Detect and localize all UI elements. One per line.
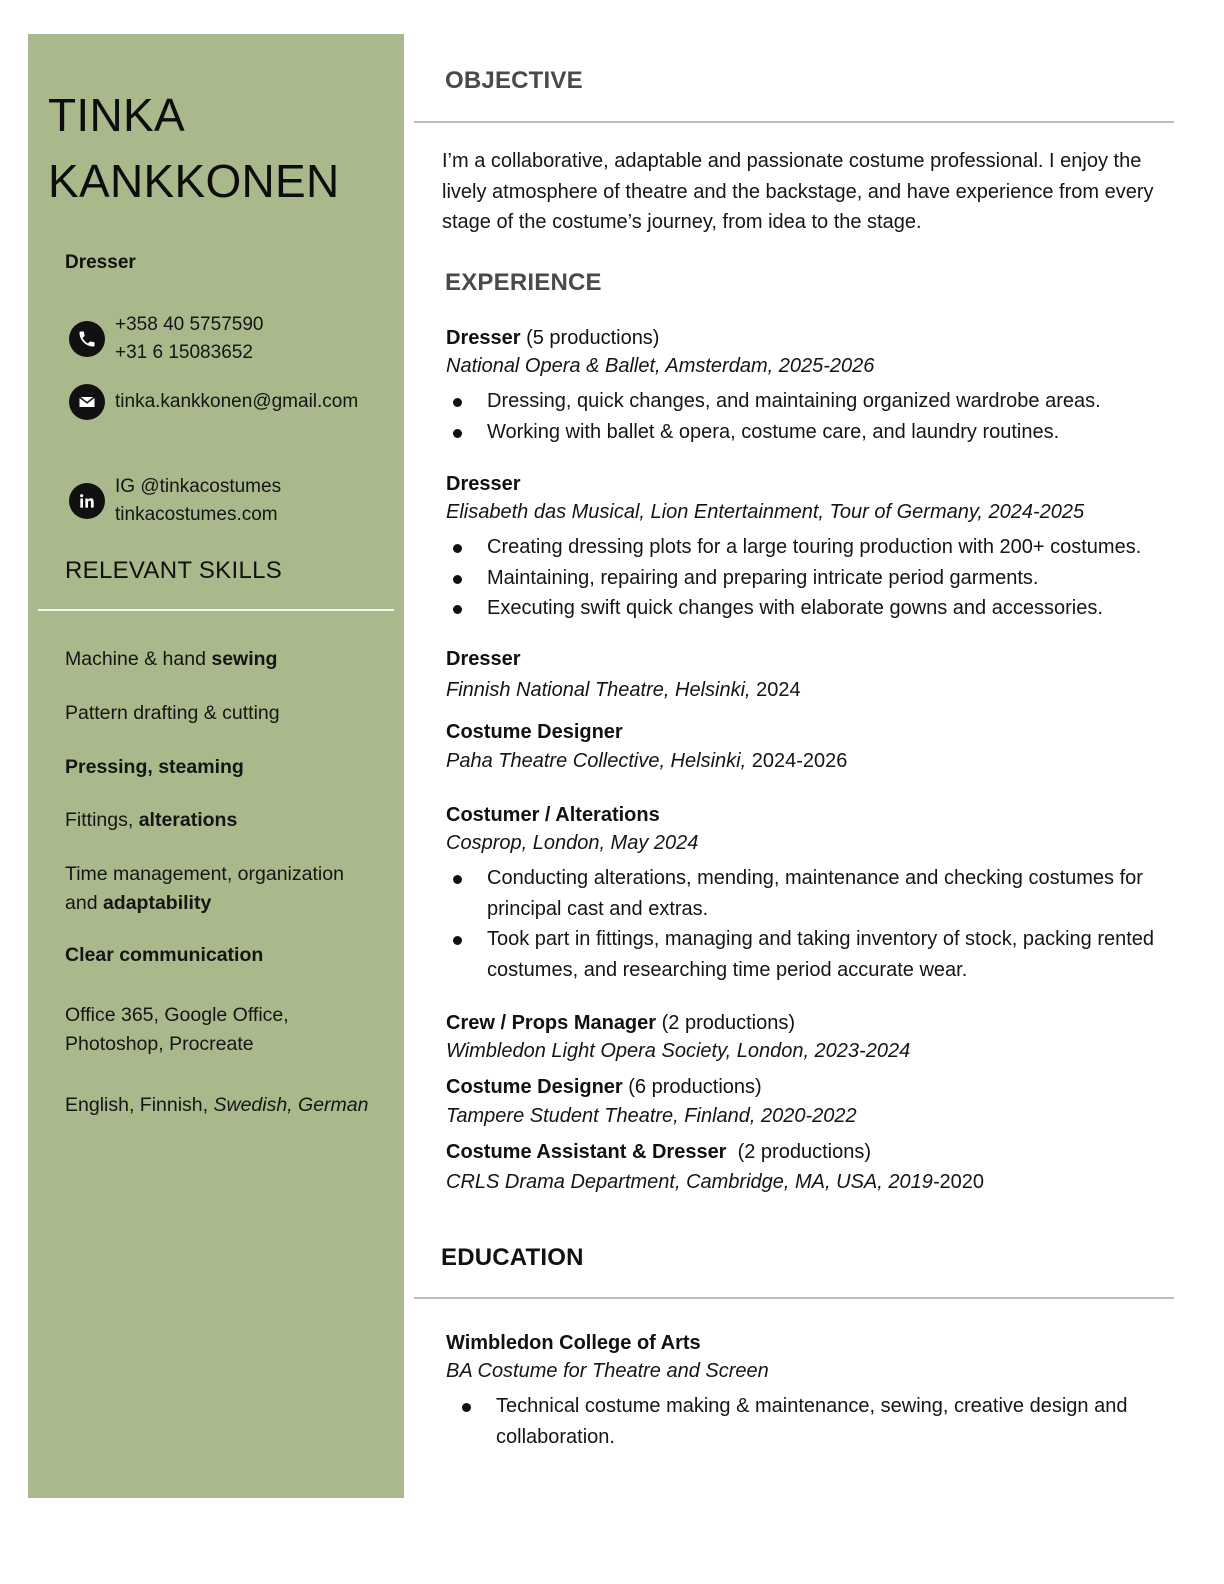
job-bullet: Executing swift quick changes with elaborate gowns and accessories. bbox=[446, 593, 1176, 624]
education-bullet: Technical costume making & maintenance, sewing, creative design and collaboration. bbox=[455, 1391, 1176, 1452]
experience-entry bbox=[446, 718, 1176, 775]
job-title: Dresser bbox=[446, 327, 521, 349]
degree-name: BA Costume for Theatre and Screen bbox=[446, 1360, 769, 1382]
job-organization: National Opera & Ballet, Amsterdam, 2025-2026 bbox=[446, 355, 875, 377]
job-note: (6 productions) bbox=[622, 1076, 762, 1098]
email-link[interactable]: tinka.kankkonen@gmail.com bbox=[115, 391, 359, 412]
job-title: Costume Designer bbox=[446, 721, 623, 743]
skill-item bbox=[65, 941, 385, 970]
skill-text: Office 365, Google Office, bbox=[65, 1004, 289, 1026]
objective-heading: OBJECTIVE bbox=[445, 67, 583, 94]
objective-text: I’m a collaborative, adaptable and passionate costume professional. I enjoy the lively atmosphere of theatre and the backstage, and have experience from every stage of the costume’s journey, from idea to the stage. bbox=[442, 150, 1154, 233]
name-last: KANKKONEN bbox=[48, 155, 340, 207]
candidate-name bbox=[48, 82, 340, 214]
job-role: Dresser bbox=[65, 252, 136, 273]
skill-text: Fittings, bbox=[65, 809, 139, 831]
skill-text-bold: alterations bbox=[138, 809, 238, 831]
skill-text: Time management, organization bbox=[65, 863, 344, 885]
phone-icon bbox=[69, 321, 105, 357]
instagram-handle[interactable]: IG @tinkacostumes bbox=[115, 476, 282, 497]
experience-entry bbox=[446, 645, 1176, 704]
skill-item bbox=[65, 645, 385, 674]
job-organization: Elisabeth das Musical, Lion Entertainment, Tour of Germany, 2024-2025 bbox=[446, 501, 1085, 523]
experience-entry bbox=[446, 324, 1176, 447]
job-bullet: Creating dressing plots for a large touring production with 200+ costumes. bbox=[446, 532, 1176, 563]
job-organization-name: Finnish National Theatre, Helsinki, bbox=[446, 679, 751, 701]
skill-text-bold: Clear communication bbox=[65, 944, 264, 966]
job-year: 2024 bbox=[750, 679, 801, 701]
job-organization bbox=[446, 676, 1176, 704]
skill-text: and bbox=[65, 892, 103, 914]
skill-text: Pattern drafting & cutting bbox=[65, 702, 280, 724]
job-bullet: Dressing, quick changes, and maintaining organized wardrobe areas. bbox=[446, 386, 1176, 417]
education-heading: EDUCATION bbox=[441, 1244, 584, 1271]
education-divider bbox=[414, 1297, 1174, 1299]
website-link[interactable]: tinkacostumes.com bbox=[115, 504, 278, 525]
contact-social bbox=[69, 473, 389, 529]
job-note: (5 productions) bbox=[520, 327, 660, 349]
skill-text-bold: sewing bbox=[211, 648, 278, 670]
objective-divider bbox=[414, 121, 1174, 123]
job-title: Costume Designer bbox=[446, 1076, 623, 1098]
sidebar bbox=[28, 34, 404, 1498]
skill-text-italic: Swedish, German bbox=[213, 1094, 369, 1116]
experience-entry bbox=[446, 470, 1176, 624]
skill-text: English, Finnish, bbox=[65, 1094, 214, 1116]
contact-phone bbox=[69, 311, 389, 367]
job-note: (2 productions) bbox=[726, 1141, 871, 1163]
job-bullet: Took part in fittings, managing and taking inventory of stock, packing rented costumes, and researching time period accurate wear. bbox=[446, 924, 1176, 985]
experience-entry bbox=[446, 801, 1176, 985]
job-organization: Tampere Student Theatre, Finland, 2020-2022 bbox=[446, 1105, 857, 1127]
job-year: 2020 bbox=[939, 1171, 985, 1193]
job-organization: Cosprop, London, May 2024 bbox=[446, 832, 699, 854]
job-title: Dresser bbox=[446, 473, 521, 495]
job-bullet: Working with ballet & opera, costume care, and laundry routines. bbox=[446, 417, 1176, 448]
job-organization-name: Paha Theatre Collective, Helsinki, bbox=[446, 750, 747, 772]
experience-heading: EXPERIENCE bbox=[445, 269, 602, 296]
linkedin-icon bbox=[69, 483, 105, 519]
job-title: Costume Assistant & Dresser bbox=[446, 1141, 727, 1163]
job-title: Crew / Props Manager bbox=[446, 1012, 657, 1034]
skill-text-bold: adaptability bbox=[102, 892, 212, 914]
skill-item bbox=[65, 699, 385, 728]
skill-item bbox=[65, 1091, 385, 1120]
skill-text: Machine & hand bbox=[65, 648, 212, 670]
job-organization bbox=[446, 747, 1176, 775]
experience-entry bbox=[446, 1138, 1176, 1196]
phone-number-2[interactable]: +31 6 15083652 bbox=[115, 342, 253, 363]
job-title: Dresser bbox=[446, 648, 521, 670]
job-note: (2 productions) bbox=[656, 1012, 796, 1034]
contact-email bbox=[69, 384, 389, 420]
skill-item bbox=[65, 753, 385, 782]
job-title: Costumer / Alterations bbox=[446, 804, 660, 826]
job-organization bbox=[446, 1168, 1176, 1196]
skill-item bbox=[65, 1001, 385, 1059]
skills-divider bbox=[38, 609, 394, 611]
skill-text-bold: Pressing, steaming bbox=[65, 756, 244, 778]
job-bullet: Maintaining, repairing and preparing intricate period garments. bbox=[446, 563, 1176, 594]
phone-number-1[interactable]: +358 40 5757590 bbox=[115, 314, 264, 335]
education-entry bbox=[446, 1329, 1176, 1452]
skill-text: Photoshop, Procreate bbox=[65, 1033, 254, 1055]
mail-icon bbox=[69, 384, 105, 420]
school-name: Wimbledon College of Arts bbox=[446, 1332, 701, 1354]
skill-item bbox=[65, 806, 385, 835]
job-organization: Wimbledon Light Opera Society, London, 2023-2024 bbox=[446, 1040, 911, 1062]
skills-heading: RELEVANT SKILLS bbox=[65, 557, 283, 584]
job-year: 2024-2026 bbox=[746, 750, 848, 772]
experience-entry bbox=[446, 1009, 1176, 1065]
experience-entry bbox=[446, 1073, 1176, 1130]
job-bullet: Conducting alterations, mending, maintenance and checking costumes for principal cast and extras. bbox=[446, 863, 1176, 924]
job-organization-name: CRLS Drama Department, Cambridge, MA, USA, 2019- bbox=[446, 1171, 940, 1193]
skill-item bbox=[65, 860, 385, 918]
name-first: TINKA bbox=[48, 89, 185, 141]
